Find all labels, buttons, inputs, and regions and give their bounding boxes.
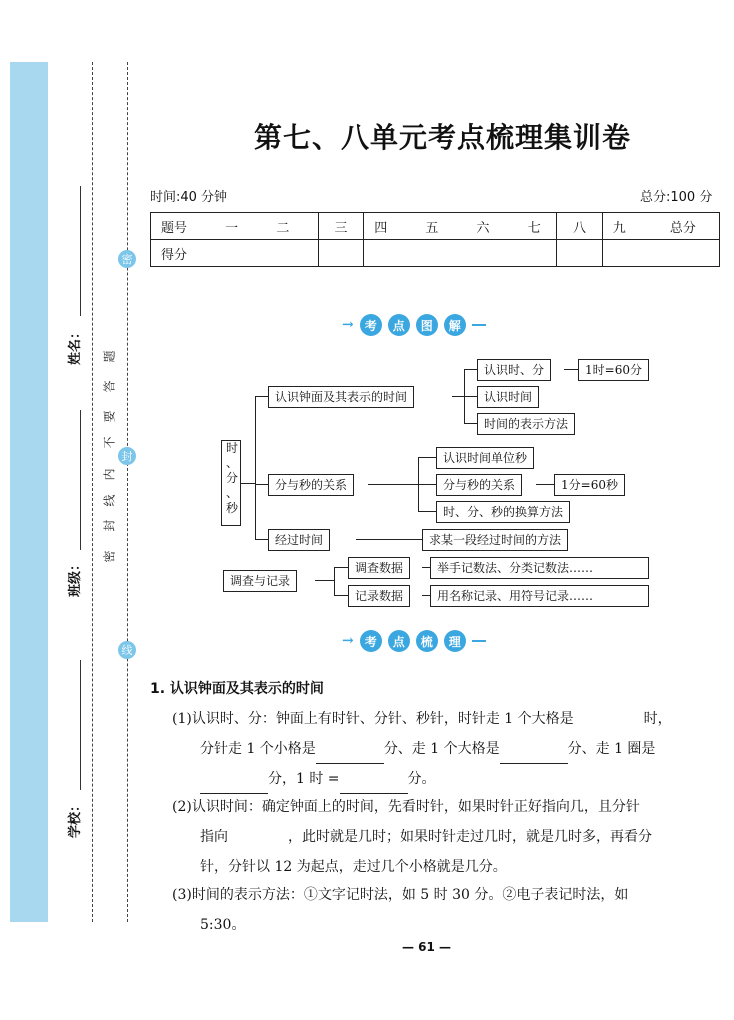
score-cell[interactable]	[364, 240, 557, 267]
score-header-label: 题号	[161, 220, 188, 236]
seal-word: 线	[102, 494, 117, 507]
banner-char: 考	[360, 314, 382, 336]
seal-word: 要	[102, 410, 117, 423]
banner-tail	[472, 640, 486, 642]
node-minute-second: 分与秒的关系	[436, 474, 522, 496]
score-header-2: 二	[276, 220, 290, 236]
score-header-3: 三	[318, 213, 363, 240]
score-header-4: 四	[374, 220, 388, 236]
text: 分，1 时 =	[268, 771, 340, 787]
connector	[464, 369, 477, 370]
score-cell[interactable]	[557, 240, 602, 267]
class-label: 班级：	[68, 557, 83, 597]
score-header-9: 九	[612, 220, 626, 236]
branch-survey: 调查与记录	[223, 570, 297, 592]
root-char: 、	[226, 456, 239, 470]
arrow-icon: →	[342, 633, 354, 649]
score-table-score-row	[151, 240, 720, 267]
connector	[334, 595, 348, 596]
paragraph-3	[172, 880, 722, 940]
connector	[241, 483, 255, 484]
score-header-8: 八	[557, 213, 602, 240]
connector	[334, 567, 348, 568]
root-char: 分	[226, 471, 239, 485]
connector	[564, 369, 578, 370]
seal-word: 封	[102, 519, 117, 532]
banner-char: 理	[444, 630, 466, 652]
page-number: — 61 —	[402, 940, 452, 954]
p1-line-3	[172, 764, 722, 794]
root-char: 时	[226, 441, 239, 455]
p2-line-3: 针，分针以 12 为起点，走过几个小格就是几分。	[200, 859, 507, 875]
blank-large-division[interactable]	[500, 763, 568, 764]
branch-clock-face: 认识钟面及其表示的时间	[268, 386, 414, 408]
seal-word: 内	[102, 468, 117, 481]
text: 分。	[407, 771, 436, 787]
text: ，此时就是几时；如果时针走过几时，就是几时多，再看分	[288, 829, 652, 845]
banner-char: 梳	[416, 630, 438, 652]
p3-line-1: (3)时间的表示方法：①文字记时法，如 5 时 30 分。②电子表记时法，如	[172, 887, 629, 903]
connector	[536, 484, 554, 485]
text: 分、走 1 圈是	[567, 741, 656, 757]
school-label: 学校：	[68, 798, 83, 838]
connector	[418, 511, 436, 512]
seal-word: 题	[102, 350, 117, 363]
text: 指向	[200, 829, 228, 845]
connector	[255, 396, 256, 540]
root-char: 秒	[226, 501, 239, 515]
p1-line-2	[172, 734, 722, 764]
node-survey-data: 调查数据	[348, 557, 410, 579]
page-title: 第七、八单元考点梳理集训卷	[254, 121, 632, 154]
connector	[356, 539, 422, 540]
connector	[315, 580, 334, 581]
name-field[interactable]	[80, 186, 81, 316]
banner-char: 点	[388, 314, 410, 336]
connector	[422, 567, 430, 568]
connector	[255, 539, 268, 540]
text: 分针走 1 个小格是	[200, 741, 316, 757]
banner-concept-diagram	[342, 314, 486, 336]
note-hour-minute: 1时=60分	[578, 359, 649, 381]
note-minute-second: 1分=60秒	[554, 474, 625, 496]
diagram-root	[221, 440, 241, 526]
connector	[418, 457, 436, 458]
arrow-icon: →	[342, 317, 354, 333]
p3-line-2: 5:30。	[200, 917, 246, 933]
score-row-label: 得分	[151, 240, 319, 267]
seal-word: 不	[102, 436, 117, 449]
seal-circle-mi: 密	[118, 250, 136, 268]
branch-elapsed-time: 经过时间	[268, 529, 330, 551]
node-second-unit: 认识时间单位秒	[436, 447, 534, 469]
score-header-7: 七	[527, 220, 541, 236]
score-header-5: 五	[425, 220, 439, 236]
seal-circle-feng: 封	[118, 447, 136, 465]
connector	[452, 396, 464, 397]
paragraph-1	[172, 704, 722, 794]
p2-line-2	[172, 822, 722, 852]
text: (1)认识时、分：钟面上有时针、分针、秒针，时针走 1 个大格是	[172, 711, 574, 727]
branch-minute-second: 分与秒的关系	[268, 474, 354, 496]
connector	[418, 484, 436, 485]
connector	[464, 396, 477, 397]
banner-char: 图	[416, 314, 438, 336]
dashed-line-left	[92, 62, 93, 922]
node-record-data: 记录数据	[348, 585, 410, 607]
note-survey-data: 举手记数法、分类记数法……	[430, 557, 649, 579]
node-elapsed-method: 求某一段经过时间的方法	[422, 529, 568, 551]
school-field[interactable]	[80, 660, 81, 790]
seal-circle-xian: 线	[118, 641, 136, 659]
banner-char: 点	[388, 630, 410, 652]
root-char: 、	[226, 486, 239, 500]
text: 分、走 1 个大格是	[383, 741, 500, 757]
text: 时，	[643, 711, 672, 727]
connector	[255, 396, 268, 397]
paragraph-2	[172, 792, 722, 882]
note-record-data: 用名称记录、用符号记录……	[430, 585, 649, 607]
connector	[422, 595, 430, 596]
banner-key-points	[342, 630, 486, 652]
score-header-cell	[602, 213, 719, 240]
connector	[255, 484, 268, 485]
node-hour-minute: 认识时、分	[477, 359, 551, 381]
score-cell[interactable]	[602, 240, 719, 267]
binding-strip	[10, 62, 48, 922]
node-know-time: 认识时间	[477, 386, 539, 408]
p2-line-1: (2)认识时间：确定钟面上的时间，先看时针，如果时针正好指向几，且分针	[172, 799, 640, 815]
class-field[interactable]	[80, 410, 81, 550]
banner-tail	[472, 324, 486, 326]
score-header-total: 总分	[669, 220, 696, 236]
connector	[334, 567, 335, 595]
score-header-cell	[364, 213, 557, 240]
seal-word: 答	[102, 380, 117, 393]
time-limit: 时间:40 分钟	[150, 190, 228, 205]
score-table-header-row	[151, 213, 720, 240]
dashed-line-right	[127, 62, 128, 922]
name-label: 姓名：	[68, 325, 83, 365]
p1-line-1	[172, 704, 722, 734]
score-header-1: 一	[225, 220, 239, 236]
banner-char: 解	[444, 314, 466, 336]
section-heading: 1. 认识钟面及其表示的时间	[150, 681, 324, 697]
seal-word: 密	[102, 550, 117, 563]
node-conversion: 时、分、秒的换算方法	[436, 501, 570, 523]
node-time-notation: 时间的表示方法	[477, 413, 575, 435]
score-cell[interactable]	[318, 240, 363, 267]
score-table	[150, 212, 720, 267]
score-header-cell	[151, 213, 319, 240]
connector	[368, 484, 418, 485]
banner-char: 考	[360, 630, 382, 652]
score-header-6: 六	[476, 220, 490, 236]
total-score: 总分:100 分	[640, 190, 713, 205]
connector	[464, 423, 477, 424]
